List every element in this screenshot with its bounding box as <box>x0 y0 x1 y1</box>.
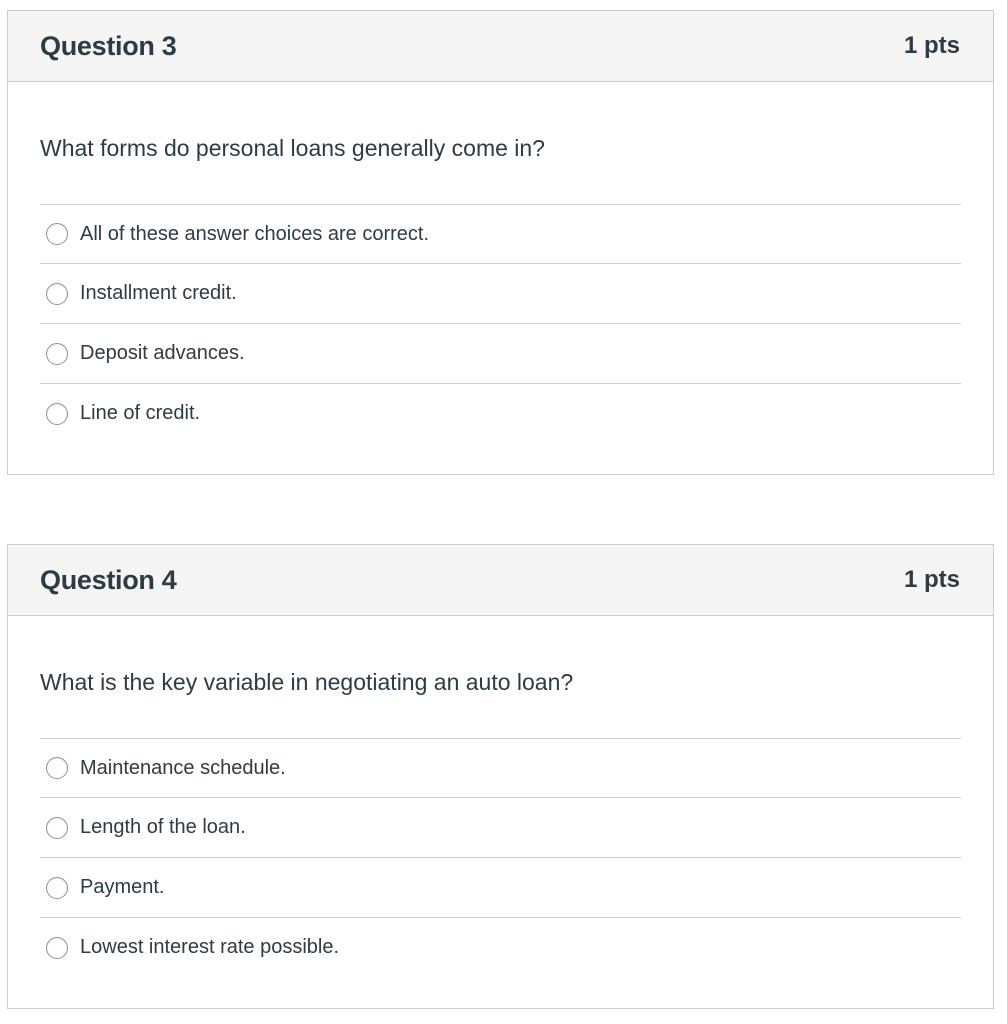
answer-option[interactable] <box>40 857 961 917</box>
answer-option[interactable] <box>40 323 961 383</box>
radio-button[interactable] <box>46 283 68 305</box>
question-points: 1 pts <box>903 32 960 59</box>
answer-label[interactable]: Lowest interest rate possible. <box>80 936 340 958</box>
answer-option[interactable] <box>40 383 961 443</box>
answer-list <box>40 738 961 977</box>
question-text: What forms do personal loans generally come in? <box>40 135 545 161</box>
answer-option[interactable] <box>40 917 961 977</box>
radio-button[interactable] <box>46 403 68 425</box>
answer-label[interactable]: Maintenance schedule. <box>80 756 286 779</box>
answer-option[interactable] <box>40 204 961 263</box>
radio-button[interactable] <box>46 343 68 365</box>
question-text: What is the key variable in negotiating an auto loan? <box>40 669 574 695</box>
question-points: 1 pts <box>903 566 960 593</box>
radio-button[interactable] <box>46 937 68 959</box>
question-header <box>8 545 993 616</box>
answer-label[interactable]: All of these answer choices are correct. <box>80 222 430 245</box>
answer-label[interactable]: Length of the loan. <box>80 816 246 838</box>
radio-button[interactable] <box>46 223 68 245</box>
question-card <box>7 544 994 1009</box>
radio-button[interactable] <box>46 817 68 839</box>
answer-option[interactable] <box>40 263 961 323</box>
answer-label[interactable]: Payment. <box>80 876 165 898</box>
answer-list <box>40 204 961 443</box>
radio-button[interactable] <box>46 877 68 899</box>
question-title: Question 3 <box>40 30 177 61</box>
answer-option[interactable] <box>40 738 961 797</box>
answer-label[interactable]: Installment credit. <box>80 282 237 304</box>
answer-option[interactable] <box>40 797 961 857</box>
answer-label[interactable]: Deposit advances. <box>80 342 245 364</box>
question-body <box>8 82 993 443</box>
answer-label[interactable]: Line of credit. <box>80 402 201 424</box>
question-title: Question 4 <box>40 564 177 595</box>
question-body <box>8 616 993 977</box>
question-header <box>8 11 993 82</box>
radio-button[interactable] <box>46 757 68 779</box>
question-card <box>7 10 994 475</box>
